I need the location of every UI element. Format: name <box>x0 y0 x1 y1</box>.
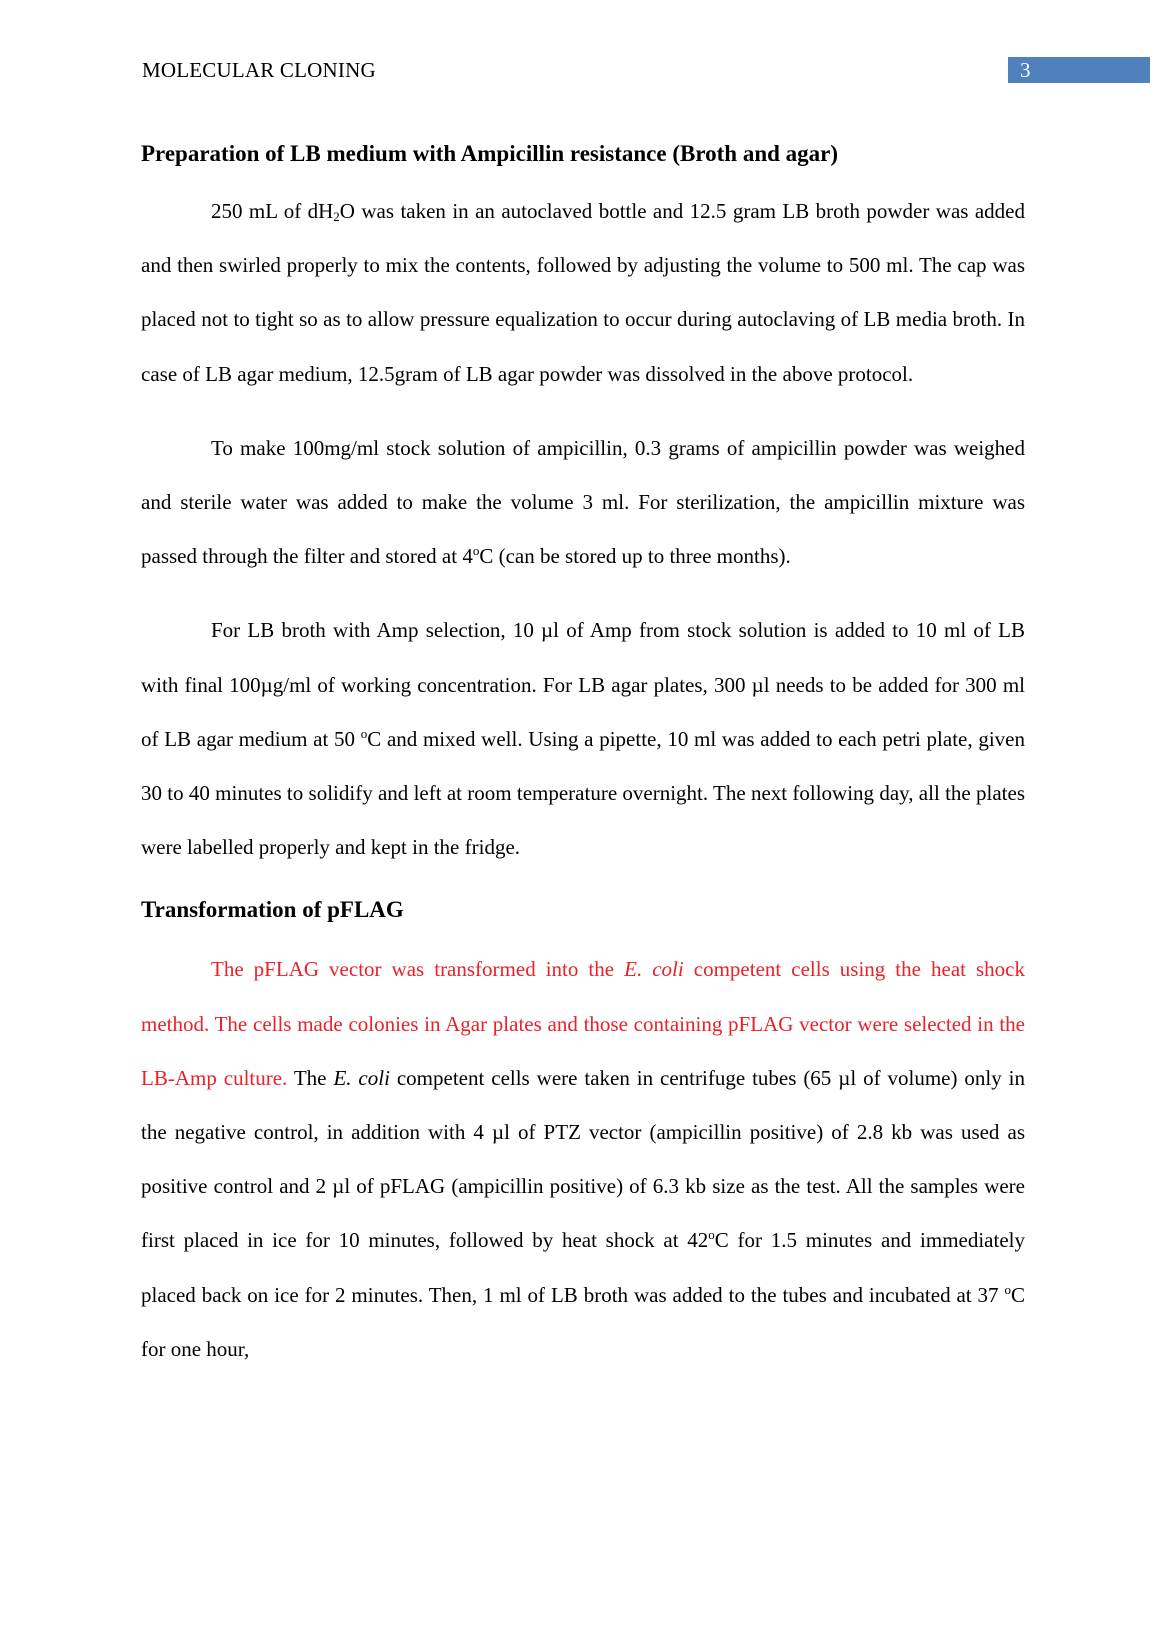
paragraph-amp-selection <box>141 603 1025 874</box>
text-run: The pFLAG vector was transformed into the <box>211 957 625 982</box>
superscript: o <box>708 1227 715 1243</box>
text-run: O was taken in an autoclaved bottle and 12.5 gram LB broth powder was added and then swirled properly to mix the contents, followed by adjusting the volume to 500 ml. The cap was placed not to tight so as to allow pressure equalization to occur during autoclaving of LB media broth. In case of LB agar medium, 12.5gram of LB agar powder was dissolved in the above protocol. <box>141 199 1025 386</box>
superscript: o <box>472 543 480 559</box>
paragraph-lb-broth-preparation <box>141 184 1025 401</box>
text-run: C and mixed well. Using a pipette, 10 ml was added to each petri plate, given 30 to 40 minutes to solidify and left at room temperature overnight. The next following day, all the plates were labelled properly and kept in the fridge. <box>141 726 1025 860</box>
text-run: C for 1.5 minutes and immediately placed back on ice for 2 minutes. Then, 1 ml of LB broth was added to the tubes and incubated at 37 <box>141 1228 1025 1307</box>
text-run: To make 100mg/ml stock solution of ampicillin, 0.3 grams of ampicillin powder was weighed and sterile water was added to make the volume 3 ml. For sterilization, the ampicillin mixture was passed through the filter and stored at 4 <box>141 435 1025 569</box>
running-head: MOLECULAR CLONING <box>142 58 376 82</box>
page-number: 3 <box>1008 57 1150 83</box>
text-run: The <box>287 1065 334 1090</box>
section-heading-transformation: Transformation of pFLAG <box>141 897 404 923</box>
paragraph-ampicillin-stock <box>141 421 1025 584</box>
superscript: o <box>360 725 368 741</box>
text-run: competent cells were taken in centrifuge tubes (65 µl of volume) only in the negative control, in addition with 4 µl of PTZ vector (ampicillin positive) of 2.8 kb was used as positive control and 2 µl of pFLAG (ampicillin positive) of 6.3 kb size as the test. All the samples were first placed in ice for 10 minutes, followed by heat shock at 42 <box>141 1065 1025 1253</box>
text-run: C (can be stored up to three months). <box>479 544 791 569</box>
text-run: 250 mL of dH <box>211 199 334 223</box>
text-run: competent cells using the heat shock method. The cells made colonies in Agar plates and those containing pFLAG vector were selected in the LB-Amp culture. <box>141 957 1025 1090</box>
subscript: 2 <box>333 209 340 224</box>
superscript: o <box>1004 1281 1011 1297</box>
text-run: C for one hour, <box>141 1282 1025 1361</box>
section-heading-lb-medium: Preparation of LB medium with Ampicillin resistance (Broth and agar) <box>141 141 839 166</box>
italic-species: E. coli <box>333 1065 390 1090</box>
paragraph-transformation <box>141 942 1025 1376</box>
document-body <box>141 138 1025 1376</box>
italic-species: E. coli <box>624 957 684 982</box>
text-run: For LB broth with Amp selection, 10 µl of Amp from stock solution is added to 10 ml of LB with final 100µg/ml of working concentration. For LB agar plates, 300 µl needs to be added for 300 ml of LB agar medium at 50 <box>141 618 1025 751</box>
